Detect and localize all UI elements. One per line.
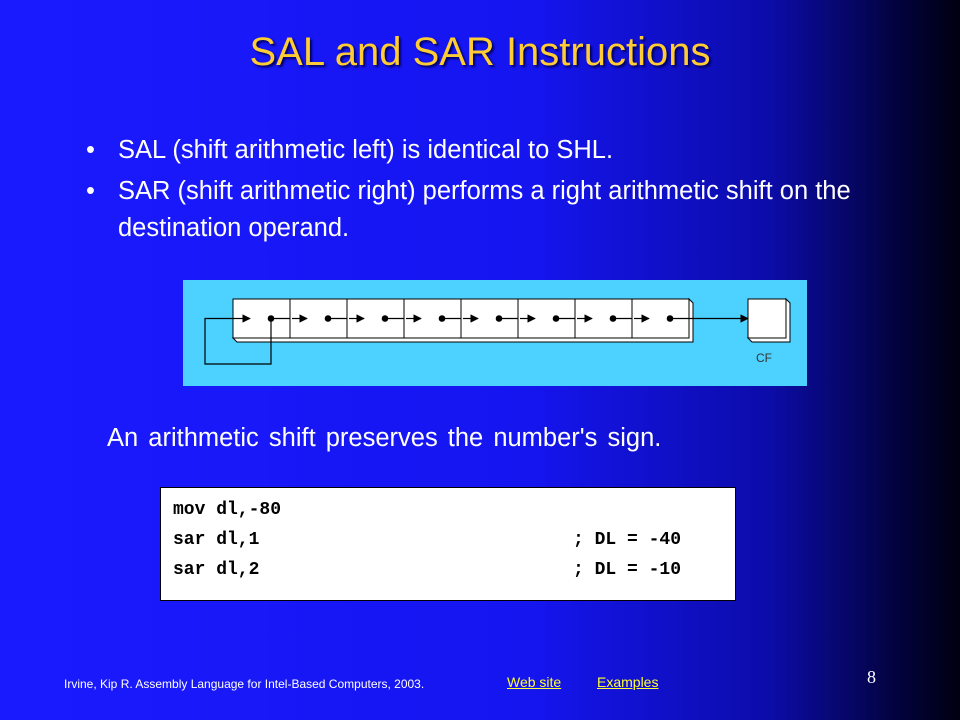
web-site-link[interactable]: Web site	[507, 674, 562, 690]
bullet-text: SAR (shift arithmetic right) performs a right arithmetic shift on the destination operand.	[118, 177, 851, 242]
examples-link[interactable]: Examples	[597, 674, 659, 690]
code-line	[173, 530, 733, 550]
slide-title: SAL and SAR Instructions	[249, 30, 711, 74]
code-instruction: sar dl,1	[173, 530, 260, 550]
shift-diagram-graphic	[183, 280, 807, 386]
bullet-list	[86, 132, 886, 251]
code-line	[173, 500, 281, 520]
bullet-text: SAL (shift arithmetic left) is identical to SHL.	[118, 136, 614, 164]
sign-note: An arithmetic shift preserves the number's sign.	[107, 424, 662, 452]
code-line	[173, 560, 733, 580]
bullet-marker: •	[86, 177, 95, 205]
citation: Irvine, Kip R. Assembly Language for Intel-Based Computers, 2003.	[64, 677, 425, 691]
carry-flag-label: CF	[756, 351, 772, 365]
code-example	[160, 487, 736, 601]
page-number: 8	[867, 667, 876, 687]
code-comment: ; DL = -10	[573, 560, 682, 580]
code-instruction: mov dl,-80	[173, 500, 282, 520]
bullet-marker: •	[86, 136, 95, 164]
code-instruction: sar dl,2	[173, 560, 260, 580]
bullet-item	[86, 173, 886, 247]
bullet-item	[86, 132, 886, 169]
sar-shift-diagram	[183, 280, 807, 386]
carry-flag-box	[748, 299, 786, 338]
code-comment: ; DL = -40	[573, 530, 682, 550]
